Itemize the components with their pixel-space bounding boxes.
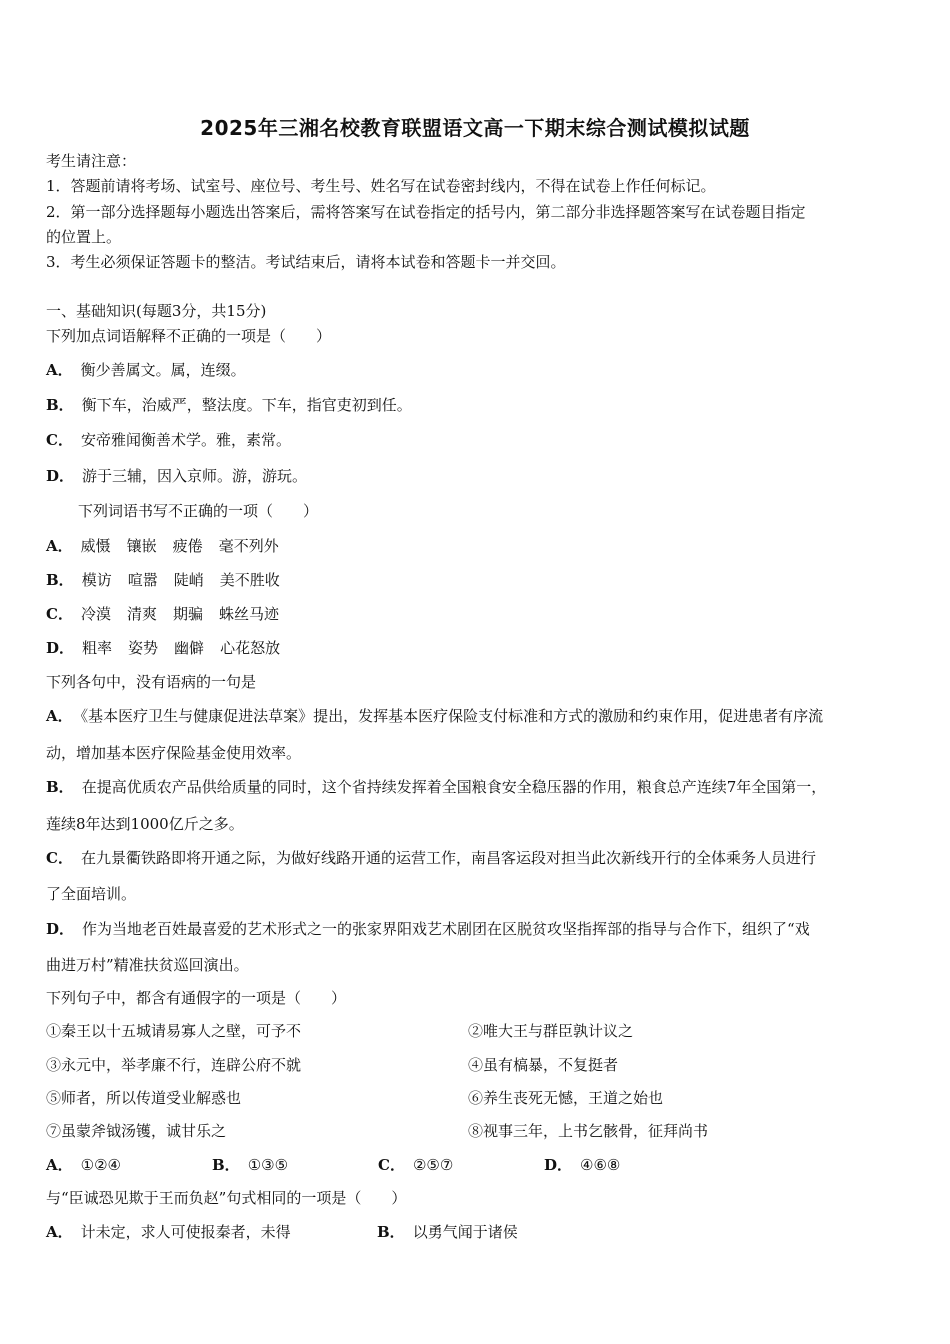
question-4-option-c xyxy=(378,1155,544,1175)
question-1-option-c xyxy=(46,430,291,450)
option-word: 冷漠 xyxy=(80,605,111,623)
option-text: 在提高优质农产品供给质量的同时，这个省持续发挥着全国粮食安全稳压器的作用，粮食总产连续7年全国第一， xyxy=(81,778,827,796)
option-word: 疲倦 xyxy=(172,537,203,555)
option-label: A． xyxy=(46,1223,73,1241)
question-4-option-b xyxy=(212,1155,378,1175)
option-word: 陡峭 xyxy=(173,571,204,589)
option-text: 衡少善属文。属，连缀。 xyxy=(80,361,246,379)
question-5-options xyxy=(46,1222,708,1242)
option-text: 《基本医疗卫生与健康促进法草案》提出，发挥基本医疗保险支付标准和方式的激励和约束作用，促进患者有序流 xyxy=(80,707,824,725)
question-5-option-b xyxy=(377,1222,708,1242)
question-4-item: ④虽有槁暴，不复挺者 xyxy=(468,1056,619,1074)
question-1-option-d xyxy=(46,466,307,486)
option-text: 计未定，求人可使报秦者，未得 xyxy=(80,1223,291,1241)
option-label: C． xyxy=(46,605,73,623)
question-4-item: ①秦王以十五城请易寡人之壁，可予不 xyxy=(46,1022,302,1040)
question-3-stem: 下列各句中，没有语病的一句是 xyxy=(46,673,257,691)
option-word: 心花怒放 xyxy=(220,639,281,657)
question-3-option-b xyxy=(46,777,826,797)
question-2-option-b xyxy=(46,570,296,590)
option-label: B． xyxy=(46,778,74,796)
question-2-option-d xyxy=(46,638,296,658)
option-text: 作为当地老百姓最喜爱的艺术形式之一的张家界阳戏艺术剧团在区脱贫攻坚指挥部的指导与合作下，组织了“戏 xyxy=(82,920,810,938)
question-3-option-d xyxy=(46,919,810,939)
question-1-option-a xyxy=(46,360,246,380)
option-text: ①②④ xyxy=(80,1156,121,1174)
option-word: 姿势 xyxy=(128,639,159,657)
question-4-item: ⑧视事三年，上书乞骸骨，征拜尚书 xyxy=(468,1122,709,1140)
option-label: D． xyxy=(544,1156,573,1174)
option-label: B． xyxy=(46,571,74,589)
option-label: C． xyxy=(378,1156,405,1174)
question-3-option-c xyxy=(46,848,816,868)
option-word: 镶嵌 xyxy=(126,537,157,555)
option-word: 清爽 xyxy=(126,605,157,623)
option-label: D． xyxy=(46,920,75,938)
question-3-option-a-cont: 动，增加基本医疗保险基金使用效率。 xyxy=(46,744,302,762)
question-5-stem: 与“臣诚恐见欺于王而负赵”句式相同的一项是（ ） xyxy=(46,1189,407,1207)
option-text: ④⑥⑧ xyxy=(580,1156,621,1174)
question-3-option-b-cont: 莲续8年达到1000亿斤之多。 xyxy=(46,815,244,833)
option-label: A． xyxy=(46,361,73,379)
option-text: 安帝雅闻衡善术学。雅，素常。 xyxy=(80,431,291,449)
option-label: A． xyxy=(46,707,73,725)
notice-heading: 考生请注意： xyxy=(46,152,137,170)
question-4-stem: 下列句子中，都含有通假字的一项是（ ） xyxy=(46,989,347,1007)
option-text: 在九景衢铁路即将开通之际，为做好线路开通的运营工作，南昌客运段对担当此次新线开行的全体乘务人员进行 xyxy=(80,849,816,867)
question-2-option-a xyxy=(46,536,295,556)
option-label: D． xyxy=(46,639,75,657)
notice-item: 1．答题前请将考场、试室号、座位号、考生号、姓名写在试卷密封线内，不得在试卷上作任何标记。 xyxy=(46,177,716,195)
option-text: ②⑤⑦ xyxy=(412,1156,454,1174)
option-text: 衡下车，治威严，整法度。下车，指官吏初到任。 xyxy=(81,396,412,414)
question-5-option-a xyxy=(46,1222,377,1242)
section-heading: 一、基础知识(每题3分，共15分) xyxy=(46,302,267,320)
option-word: 粗率 xyxy=(82,639,113,657)
option-word: 期骗 xyxy=(172,605,203,623)
question-1-option-b xyxy=(46,395,412,415)
option-word: 模访 xyxy=(81,571,112,589)
question-4-option-a xyxy=(46,1155,212,1175)
question-4-item: ⑤师者，所以传道受业解惑也 xyxy=(46,1089,242,1107)
notice-item: 3．考生必须保证答题卡的整洁。考试结束后，请将本试卷和答题卡一并交回。 xyxy=(46,253,566,271)
question-4-options xyxy=(46,1155,710,1175)
option-word: 幽僻 xyxy=(174,639,205,657)
option-label: C． xyxy=(46,849,73,867)
option-text: 游于三辅，因入京师。游，游玩。 xyxy=(82,467,308,485)
option-word: 美不胜收 xyxy=(219,571,280,589)
option-text: 以勇气闻于诸侯 xyxy=(412,1223,518,1241)
notice-item: 2．第一部分选择题每小题选出答案后，需将答案写在试卷指定的括号内，第二部分非选择题答案写在试卷题目指定 xyxy=(46,203,806,221)
question-2-option-c xyxy=(46,604,295,624)
question-3-option-a xyxy=(46,706,823,726)
option-label: C． xyxy=(46,431,73,449)
question-3-option-d-cont: 曲进万村”精准扶贫巡回演出。 xyxy=(46,956,249,974)
question-3-option-c-cont: 了全面培训。 xyxy=(46,885,137,903)
option-word: 威慑 xyxy=(80,537,111,555)
option-word: 毫不列外 xyxy=(218,537,279,555)
option-label: A． xyxy=(46,1156,73,1174)
page-title: 2025年三湘名校教育联盟语文高一下期末综合测试模拟试题 xyxy=(200,116,750,140)
question-4-item: ⑦虽蒙斧钺汤镬，诚甘乐之 xyxy=(46,1122,227,1140)
option-label: D． xyxy=(46,467,75,485)
question-4-item: ②唯大王与群臣孰计议之 xyxy=(468,1022,634,1040)
option-word: 蛛丝马迹 xyxy=(219,605,280,623)
question-4-item: ⑥养生丧死无憾，王道之始也 xyxy=(468,1089,664,1107)
option-text: ①③⑤ xyxy=(247,1156,289,1174)
notice-item: 的位置上。 xyxy=(46,228,122,246)
question-4-option-d xyxy=(544,1155,710,1175)
question-1-stem: 下列加点词语解释不正确的一项是（ ） xyxy=(46,327,332,345)
option-label: B． xyxy=(46,396,74,414)
option-label: A． xyxy=(46,537,73,555)
option-label: B． xyxy=(377,1223,405,1241)
question-4-item: ③永元中，举孝廉不行，连辟公府不就 xyxy=(46,1056,302,1074)
option-word: 喧嚣 xyxy=(127,571,158,589)
question-2-stem: 下列词语书写不正确的一项（ ） xyxy=(78,502,319,520)
option-label: B． xyxy=(212,1156,240,1174)
